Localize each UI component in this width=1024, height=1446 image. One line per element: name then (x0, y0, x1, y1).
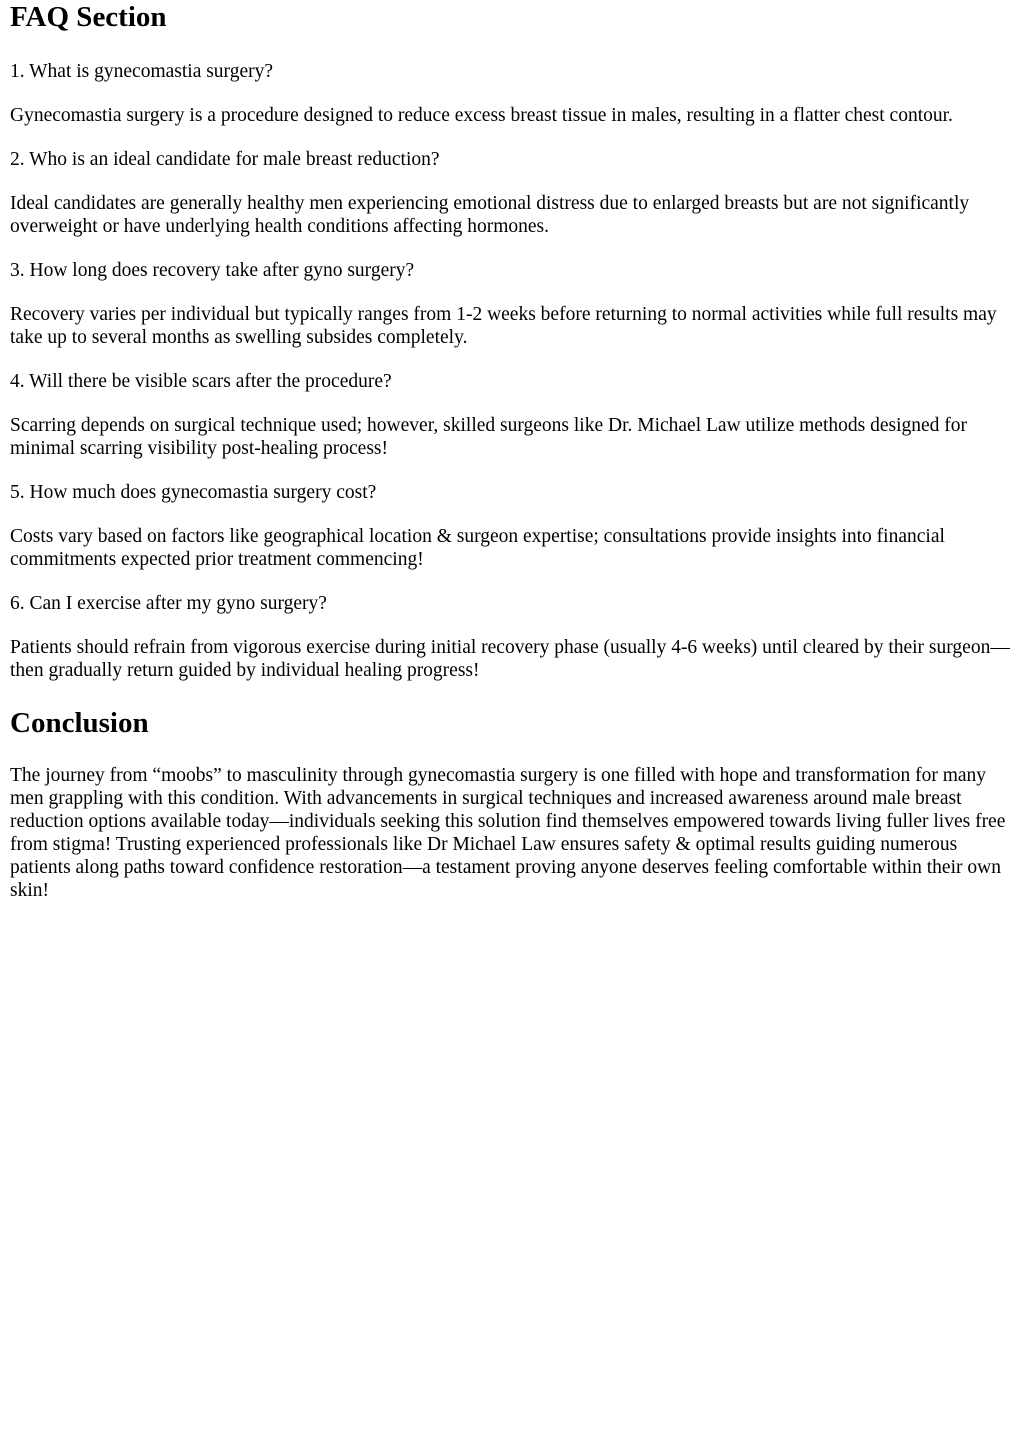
conclusion-paragraph: The journey from “moobs” to masculinity through gynecomastia surgery is one filled with hope and transformation for many men grappling with this condition. With advancements in surgical techniques and increased awareness around male breast reduction options available today—individuals seeking this solution find themselves empowered towards living fuller lives free from stigma! Trusting experienced professionals like Dr Michael Law ensures safety & optimal results guiding numerous patients along paths toward confidence restoration—a testament proving anyone deserves feeling comfortable within their own skin! (10, 765, 1006, 901)
faq-heading: FAQ Section (10, 1, 167, 33)
faq-question-3: 3. How long does recovery take after gyno surgery? (10, 260, 415, 281)
faq-answer-3: Recovery varies per individual but typically ranges from 1-2 weeks before returning to normal activities while full results may take up to several months as swelling subsides completely. (10, 304, 997, 348)
faq-answer-6: Patients should refrain from vigorous exercise during initial recovery phase (usually 4-6 weeks) until cleared by their surgeon—then gradually return guided by individual healing progress! (10, 637, 1010, 681)
conclusion-heading: Conclusion (10, 707, 149, 739)
faq-question-4: 4. Will there be visible scars after the procedure? (10, 371, 392, 392)
faq-question-6: 6. Can I exercise after my gyno surgery? (10, 593, 327, 614)
faq-question-5: 5. How much does gynecomastia surgery cost? (10, 482, 377, 503)
faq-answer-2: Ideal candidates are generally healthy men experiencing emotional distress due to enlarged breasts but are not significantly overweight or have underlying health conditions affecting hormones. (10, 193, 970, 237)
faq-answer-1: Gynecomastia surgery is a procedure designed to reduce excess breast tissue in males, resulting in a flatter chest contour. (10, 105, 953, 126)
faq-answer-5: Costs vary based on factors like geographical location & surgeon expertise; consultations provide insights into financial commitments expected prior treatment commencing! (10, 526, 945, 570)
faq-answer-4: Scarring depends on surgical technique used; however, skilled surgeons like Dr. Michael Law utilize methods designed for minimal scarring visibility post-healing process! (10, 415, 968, 459)
faq-question-2: 2. Who is an ideal candidate for male breast reduction? (10, 149, 440, 170)
faq-question-1: 1. What is gynecomastia surgery? (10, 61, 274, 82)
